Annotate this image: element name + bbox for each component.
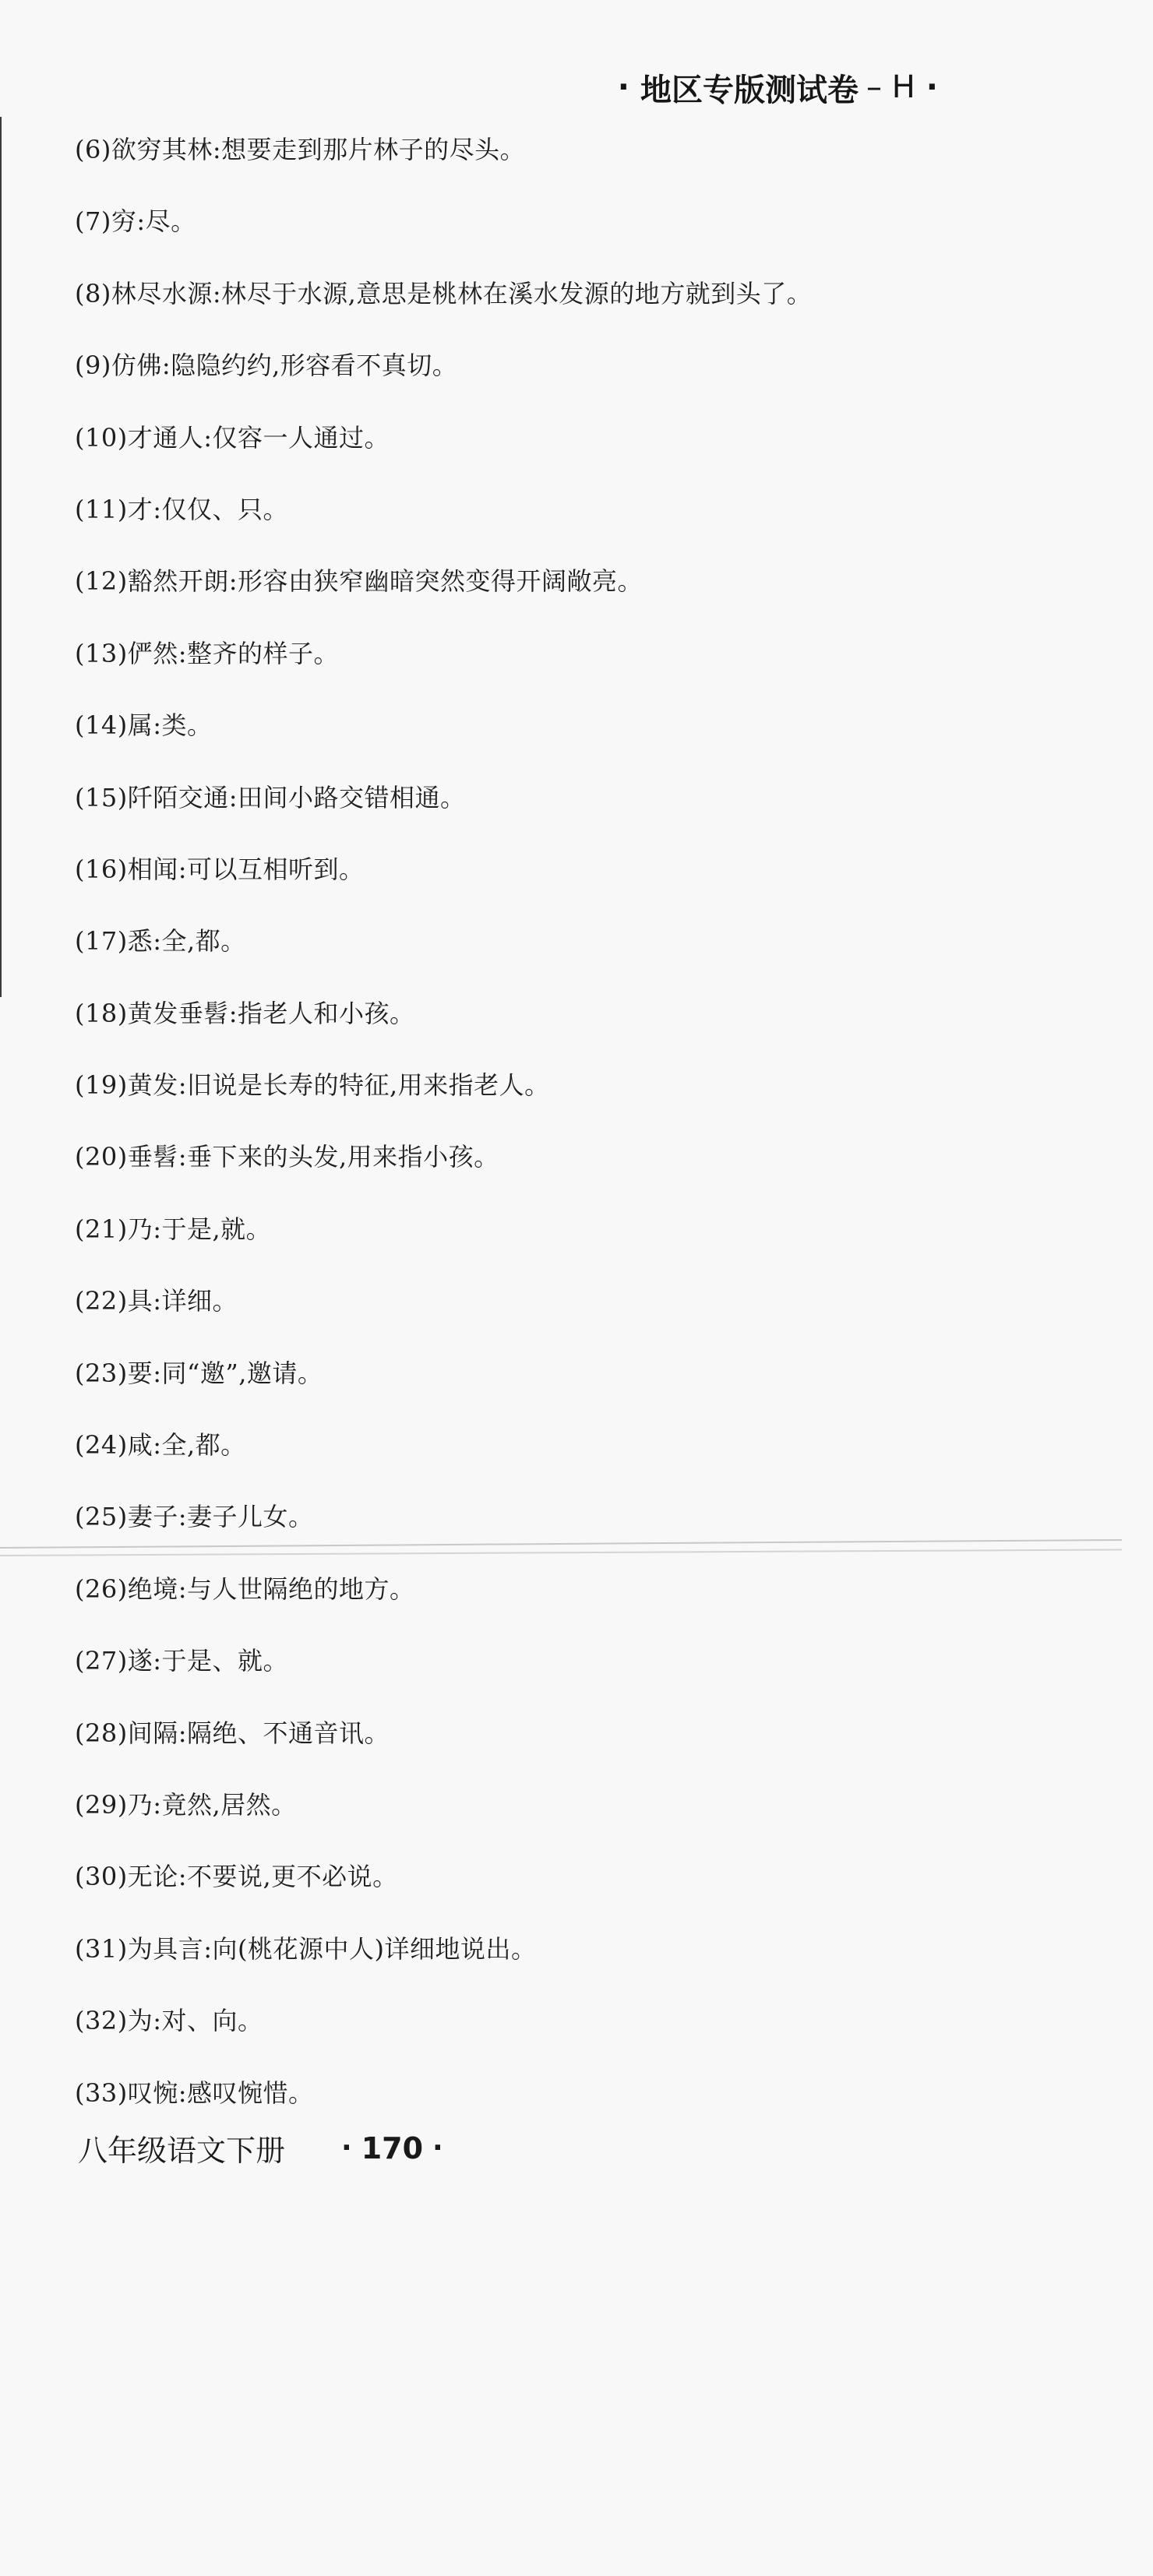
- annotation-6: (6)欲穷其林:想要走到那片林子的尽头。: [75, 135, 526, 164]
- annotation-13: (13)俨然:整齐的样子。: [75, 638, 339, 668]
- annotation-19: (19)黄发:旧说是长寿的特征,用来指老人。: [75, 1070, 550, 1101]
- page-number-dot-left: ·: [341, 2132, 352, 2164]
- annotation-30: (30)无论:不要说,更不必说。: [75, 1862, 398, 1892]
- book-title: 八年级语文下册: [78, 2134, 286, 2168]
- annotation-list: [75, 126, 812, 2141]
- annotation-23: (23)要:同“邀”,邀请。: [75, 1358, 323, 1388]
- annotation-7: (7)穷:尽。: [75, 206, 196, 237]
- annotation-18: (18)黄发垂髫:指老人和小孩。: [75, 998, 415, 1028]
- annotation-26: (26)绝境:与人世隔绝的地方。: [75, 1573, 415, 1604]
- annotation-33: (33)叹惋:感叹惋惜。: [75, 2077, 314, 2108]
- annotation-32: (32)为:对、向。: [75, 2006, 263, 2036]
- page-number-dot-right: ·: [432, 2132, 443, 2164]
- page-header: [607, 64, 949, 111]
- annotation-14: (14)属:类。: [75, 710, 213, 741]
- header-title: 地区专版测试卷: [640, 72, 859, 108]
- annotation-29: (29)乃:竟然,居然。: [75, 1789, 297, 1820]
- annotation-31: (31)为具言:向(桃花源中人)详细地说出。: [75, 1933, 537, 1964]
- annotation-15: (15)阡陌交通:田间小路交错相通。: [75, 782, 466, 812]
- annotation-16: (16)相闻:可以互相听到。: [75, 854, 365, 884]
- header-suffix: – H: [866, 69, 915, 105]
- annotation-27: (27)遂:于是、就。: [75, 1646, 288, 1676]
- page-footer: [78, 2127, 453, 2169]
- annotation-11: (11)才:仅仅、只。: [75, 494, 288, 524]
- annotation-21: (21)乃:于是,就。: [75, 1214, 272, 1244]
- annotation-20: (20)垂髫:垂下来的头发,用来指小孩。: [75, 1142, 499, 1172]
- annotation-17: (17)悉:全,都。: [75, 926, 246, 957]
- page-number: 170: [361, 2130, 424, 2165]
- page-number-block: [332, 2131, 453, 2165]
- annotation-24: (24)咸:全,都。: [75, 1430, 246, 1461]
- annotation-8: (8)林尽水源:林尽于水源,意思是桃林在溪水发源的地方就到头了。: [75, 278, 813, 308]
- annotation-28: (28)间隔:隔绝、不通音讯。: [75, 1718, 390, 1748]
- annotation-22: (22)具:详细。: [75, 1286, 238, 1316]
- annotation-12: (12)豁然开朗:形容由狭窄幽暗突然变得开阔敞亮。: [75, 566, 643, 597]
- header-dot-right: ·: [926, 69, 938, 105]
- annotation-25: (25)妻子:妻子儿女。: [75, 1502, 314, 1532]
- annotation-10: (10)才通人:仅容一人通过。: [75, 422, 390, 453]
- header-dot-left: ·: [617, 69, 629, 105]
- annotation-9: (9)仿佛:隐隐约约,形容看不真切。: [75, 351, 458, 381]
- margin-rule: [0, 117, 2, 997]
